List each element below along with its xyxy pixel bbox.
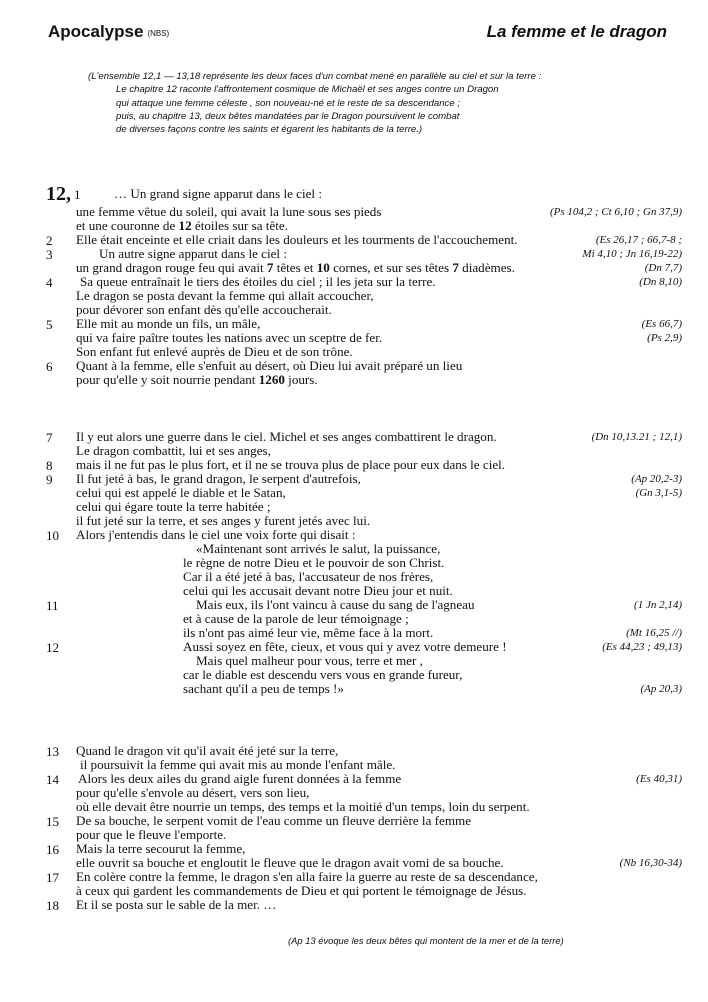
verse-line xyxy=(76,373,318,387)
verse-number: 7 xyxy=(46,430,53,445)
cross-reference: (Ap 20,3) xyxy=(640,683,682,695)
intro-line: de diverses façons contre les saints et égarent les habitants de la terre.) xyxy=(116,124,423,136)
verse-line: où elle devait être nourrie un temps, des temps et la moitié d'un temps, loin du serpent. xyxy=(76,799,530,814)
verse-number: 15 xyxy=(46,814,60,829)
emphasized-number: 7 xyxy=(452,260,459,275)
verse-line: ils n'ont pas aimé leur vie, même face à la mort. xyxy=(183,625,434,640)
verse-line: mais il ne fut pas le plus fort, et il ne se trouva plus de place pour eux dans le ciel. xyxy=(76,457,506,472)
verse-line: car le diable est descendu vers vous en grande fureur, xyxy=(183,667,463,682)
intro-note xyxy=(88,70,541,136)
verse-line: Elle mit au monde un fils, un mâle, xyxy=(76,316,261,331)
verse-line: Mais quel malheur pour vous, terre et mer , xyxy=(196,653,423,668)
verse-line: à ceux qui gardent les commandements de Dieu et qui portent le témoignage de Jésus. xyxy=(76,883,527,898)
emphasized-number: 1260 xyxy=(258,372,285,387)
verse-line: Un autre signe apparut dans le ciel : xyxy=(99,246,287,261)
footer-note: (Ap 13 évoque les deux bêtes qui montent de la mer et de la terre) xyxy=(288,935,564,946)
verse-line: Car il a été jeté à bas, l'accusateur de nos frères, xyxy=(183,569,434,584)
verse-line: Il y eut alors une guerre dans le ciel. Michel et ses anges combattirent le dragon. xyxy=(76,429,497,444)
verse-line: celui qui égare toute la terre habitée ; xyxy=(76,499,271,514)
cross-reference: (Ap 20,2-3) xyxy=(631,473,682,485)
verse-line: celui qui est appelé le diable et le Satan, xyxy=(76,485,286,500)
intro-line: Le chapitre 12 raconte l'affrontement cosmique de Michaël et ses anges contre un Dragon xyxy=(116,84,499,96)
section-title: La femme et le dragon xyxy=(486,22,667,41)
verse-text: cornes, et sur ses têtes xyxy=(329,260,453,275)
verse-number: 5 xyxy=(46,317,53,332)
verse-line: elle ouvrit sa bouche et engloutit le fleuve que le dragon avait vomi de sa bouche. xyxy=(76,855,504,870)
verse-line: Quant à la femme, elle s'enfuit au désert, où Dieu lui avait préparé un lieu xyxy=(76,358,463,373)
verse-line: il poursuivit la femme qui avait mis au monde l'enfant mâle. xyxy=(80,757,396,772)
book-title: Apocalypse xyxy=(48,22,144,41)
verse-line: De sa bouche, le serpent vomit de l'eau comme un fleuve derrière la femme xyxy=(76,813,472,828)
verse-line: Sa queue entraînait le tiers des étoiles du ciel ; il les jeta sur la terre. xyxy=(80,274,436,289)
verse-text: un grand dragon rouge feu qui avait xyxy=(76,260,267,275)
verse-line: Mais la terre secourut la femme, xyxy=(76,841,246,856)
verse-line: Elle était enceinte et elle criait dans les douleurs et les tourments de l'accouchement. xyxy=(76,232,518,247)
verse-text: têtes et xyxy=(273,260,317,275)
verse-line: une femme vêtue du soleil, qui avait la lune sous ses pieds xyxy=(76,204,382,219)
verse-text: et une couronne de xyxy=(76,218,179,233)
verse-line: sachant qu'il a peu de temps !» xyxy=(183,681,344,696)
verse-line: Alors j'entendis dans le ciel une voix forte qui disait : xyxy=(76,527,356,542)
verse-line: Et il se posta sur le sable de la mer. … xyxy=(76,897,277,912)
verse-line xyxy=(76,261,515,275)
verse-line: Il fut jeté à bas, le grand dragon, le serpent d'autrefois, xyxy=(76,471,361,486)
page-title xyxy=(48,22,169,42)
verse-number: 1 xyxy=(74,187,81,202)
cross-reference: (1 Jn 2,14) xyxy=(634,599,682,611)
verse-line: Son enfant fut enlevé auprès de Dieu et de son trône. xyxy=(76,344,353,359)
cross-reference: (Es 26,17 ; 66,7-8 ; xyxy=(595,234,682,246)
verse-number: 12 xyxy=(46,640,60,655)
emphasized-number: 12 xyxy=(178,218,192,233)
cross-reference: (Dn 10,13.21 ; 12,1) xyxy=(591,431,682,443)
verse-line: En colère contre la femme, le dragon s'en alla faire la guerre au reste de sa descendance, xyxy=(76,869,538,884)
intro-line: (L'ensemble 12,1 — 13,18 représente les deux faces d'un combat mené en parallèle au ciel et sur la terre : xyxy=(88,71,542,82)
verse-line: Aussi soyez en fête, cieux, et vous qui y avez votre demeure ! xyxy=(183,639,507,654)
version-label: (NBS) xyxy=(147,29,170,38)
verse-number: 6 xyxy=(46,359,53,374)
cross-reference: (Es 44,23 ; 49,13) xyxy=(602,641,682,653)
verse-line: Alors les deux ailes du grand aigle furent données à la femme xyxy=(78,771,402,786)
verse-number: 16 xyxy=(46,842,60,857)
verse-line: pour que le fleuve l'emporte. xyxy=(76,827,227,842)
verse-line: pour dévorer son enfant dès qu'elle accoucherait. xyxy=(76,302,332,317)
verse-line: Mais eux, ils l'ont vaincu à cause du sang de l'agneau xyxy=(196,597,475,612)
verse-line: il fut jeté sur la terre, et ses anges y furent jetés avec lui. xyxy=(76,513,371,528)
cross-reference: (Gn 3,1-5) xyxy=(635,487,682,499)
verse-number: 3 xyxy=(46,247,53,262)
verse-line: Quand le dragon vit qu'il avait été jeté sur la terre, xyxy=(76,743,339,758)
verse-text: diadèmes. xyxy=(458,260,515,275)
intro-line: qui attaque une femme céleste , son nouveau-né et le reste de sa descendance ; xyxy=(116,97,461,109)
verse-number: 2 xyxy=(46,233,53,248)
verse-line: Le dragon combattit, lui et ses anges, xyxy=(76,443,271,458)
cross-reference: (Nb 16,30-34) xyxy=(619,857,682,869)
verse-line: le règne de notre Dieu et le pouvoir de son Christ. xyxy=(183,555,445,570)
intro-line: puis, au chapitre 13, deux bêtes mandatées par le Dragon poursuivent le combat xyxy=(116,110,460,122)
verse-line: qui va faire paître toutes les nations avec un sceptre de fer. xyxy=(76,330,383,345)
cross-reference: (Ps 2,9) xyxy=(647,332,682,344)
verse-line xyxy=(76,219,288,233)
verse-number: 17 xyxy=(46,870,60,885)
verse-number: 9 xyxy=(46,472,53,487)
emphasized-number: 10 xyxy=(316,260,330,275)
verse-line: et à cause de la parole de leur témoignage ; xyxy=(183,611,409,626)
verse-number: 4 xyxy=(46,275,53,290)
cross-reference: (Ps 104,2 ; Ct 6,10 ; Gn 37,9) xyxy=(550,206,682,218)
chapter-number: 12, xyxy=(46,183,71,205)
verse-line: … Un grand signe apparut dans le ciel : xyxy=(114,186,322,201)
verse-number: 18 xyxy=(46,898,60,913)
cross-reference: (Mt 16,25 //) xyxy=(626,627,682,639)
verse-number: 14 xyxy=(46,772,60,787)
cross-reference: Mi 4,10 ; Jn 16,19-22) xyxy=(582,248,682,260)
verse-number: 13 xyxy=(46,744,60,759)
verse-number: 10 xyxy=(46,528,60,543)
verse-number: 8 xyxy=(46,458,53,473)
verse-line: pour qu'elle s'envole au désert, vers son lieu, xyxy=(76,785,310,800)
verse-line: Le dragon se posta devant la femme qui allait accoucher, xyxy=(76,288,374,303)
verse-text: étoiles sur sa tête. xyxy=(191,218,288,233)
verse-text: pour qu'elle y soit nourrie pendant xyxy=(76,372,259,387)
emphasized-number: 7 xyxy=(266,260,274,275)
cross-reference: (Dn 7,7) xyxy=(644,262,682,274)
verse-line: celui qui les accusait devant notre Dieu jour et nuit. xyxy=(183,583,453,598)
cross-reference: (Es 66,7) xyxy=(641,318,682,330)
verse-number: 11 xyxy=(46,598,59,613)
verse-line: «Maintenant sont arrivés le salut, la puissance, xyxy=(196,541,441,556)
cross-reference: (Es 40,31) xyxy=(636,773,682,785)
verse-text: jours. xyxy=(284,372,318,387)
cross-reference: (Dn 8,10) xyxy=(639,276,682,288)
